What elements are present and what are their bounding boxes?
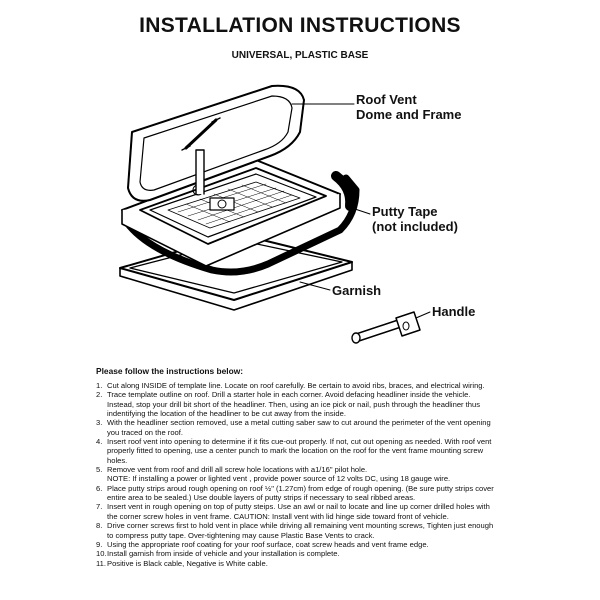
step-number: 7. bbox=[96, 502, 103, 512]
step-item bbox=[96, 390, 526, 418]
step-number: 6. bbox=[96, 483, 103, 493]
step-line: Drive corner screws first to hold vent in place while driving all remaining vent mounting screws, Tighten just enough bbox=[107, 521, 494, 531]
roof-vent-label-line-1: Roof Vent bbox=[356, 92, 417, 107]
step-line: properly fitted to opening, use a center punch to mark the location on the roof for the vent frame mounting screw bbox=[107, 446, 484, 456]
putty-tape-label bbox=[372, 204, 458, 234]
step-line: indentifying the location of the headliner to be cut away from the inside. bbox=[107, 409, 346, 419]
step-line: Place putty strips aroud rough opening on roof ½" (1.27cm) from edge of rough opening. (Be sure putty strips cover bbox=[107, 483, 494, 493]
step-line: entire area to be sealed.) Use double layers of putty strips if necessary to seal ribbed areas. bbox=[107, 493, 416, 503]
step-item bbox=[96, 484, 526, 503]
step-line: Insert vent in rough opening on top of putty steips. Use an awl or nail to locate and line up corner drilled holes with bbox=[107, 502, 490, 512]
handle-part bbox=[352, 312, 420, 343]
step-item bbox=[96, 540, 526, 549]
step-item bbox=[96, 559, 526, 568]
step-item bbox=[96, 549, 526, 558]
garnish-label: Garnish bbox=[332, 283, 382, 298]
step-line: holes. bbox=[107, 455, 128, 465]
step-line: With the headliner section removed, use a metal cutting saber saw to cut around the perimeter of the vent opening bbox=[107, 418, 491, 428]
step-number: 2. bbox=[96, 390, 103, 400]
step-item bbox=[96, 465, 526, 484]
putty-tape-label-line-1: Putty Tape bbox=[372, 204, 438, 219]
step-number: 11. bbox=[96, 558, 106, 568]
step-number: 8. bbox=[96, 521, 103, 531]
document-subtitle: UNIVERSAL, PLASTIC BASE bbox=[231, 50, 369, 61]
instructions-intro: Please follow the instructions below: bbox=[96, 366, 244, 376]
step-number: 9. bbox=[96, 539, 103, 549]
document-title: INSTALLATION INSTRUCTIONS bbox=[139, 14, 461, 37]
step-line: Cut along INSIDE of template line. Locate on roof carefully. Be certain to avoid ribs, braces, and electrical wiring. bbox=[107, 381, 485, 390]
step-number: 4. bbox=[96, 437, 103, 447]
step-line: Install garnish from inside of vehicle and your installation is complete. bbox=[107, 549, 340, 559]
roof-vent-label-line-2: Dome and Frame bbox=[356, 107, 462, 122]
step-number: 3. bbox=[96, 418, 103, 428]
putty-tape-label-line-2: (not included) bbox=[372, 219, 458, 234]
step-number: 10. bbox=[96, 549, 107, 559]
handle-label: Handle bbox=[432, 304, 476, 319]
step-number: 1. bbox=[96, 381, 103, 390]
step-line: to compress putty tape. Over-tightening may cause Plastic Base Vents to crack. bbox=[107, 530, 375, 540]
step-line: you traced on the roof. bbox=[107, 427, 183, 437]
step-line: Insert roof vent into opening to determine if it fits cue-out properly. If not, cut out opening as needed. With roof vent bbox=[107, 437, 492, 447]
step-line: NOTE: If installing a power or lighted vent , provide power source of 12 volts DC, using 18 gauge wire. bbox=[107, 474, 451, 484]
step-line: Instead, stop your drill bit short of the headliner. Then, using an ice pick or nail, push through the headliner thus bbox=[107, 399, 481, 409]
roof-vent-label bbox=[356, 92, 461, 122]
step-line: the corner screw holes in vent frame. CAUTION: Install vent with lid hinge side toward front of vehicle. bbox=[107, 511, 449, 521]
step-line: Trace template outline on roof. Drill a starter hole in each corner. Avoid defacing headliner inside the vehicle. bbox=[107, 390, 471, 400]
instruction-steps bbox=[96, 381, 526, 568]
step-line: Remove vent from roof and drill all screw hole locations with a1/16" pilot hole. bbox=[107, 465, 368, 475]
step-item bbox=[96, 502, 526, 521]
step-item bbox=[96, 418, 526, 437]
step-item bbox=[96, 381, 526, 390]
step-line: Positive is Black cable, Negative is White cable. bbox=[107, 558, 268, 568]
step-line: Using the appropriate roof coating for your roof surface, coat screw heads and vent frame edge. bbox=[107, 539, 429, 549]
step-number: 5. bbox=[96, 465, 103, 475]
step-item bbox=[96, 521, 526, 540]
step-item bbox=[96, 437, 526, 465]
